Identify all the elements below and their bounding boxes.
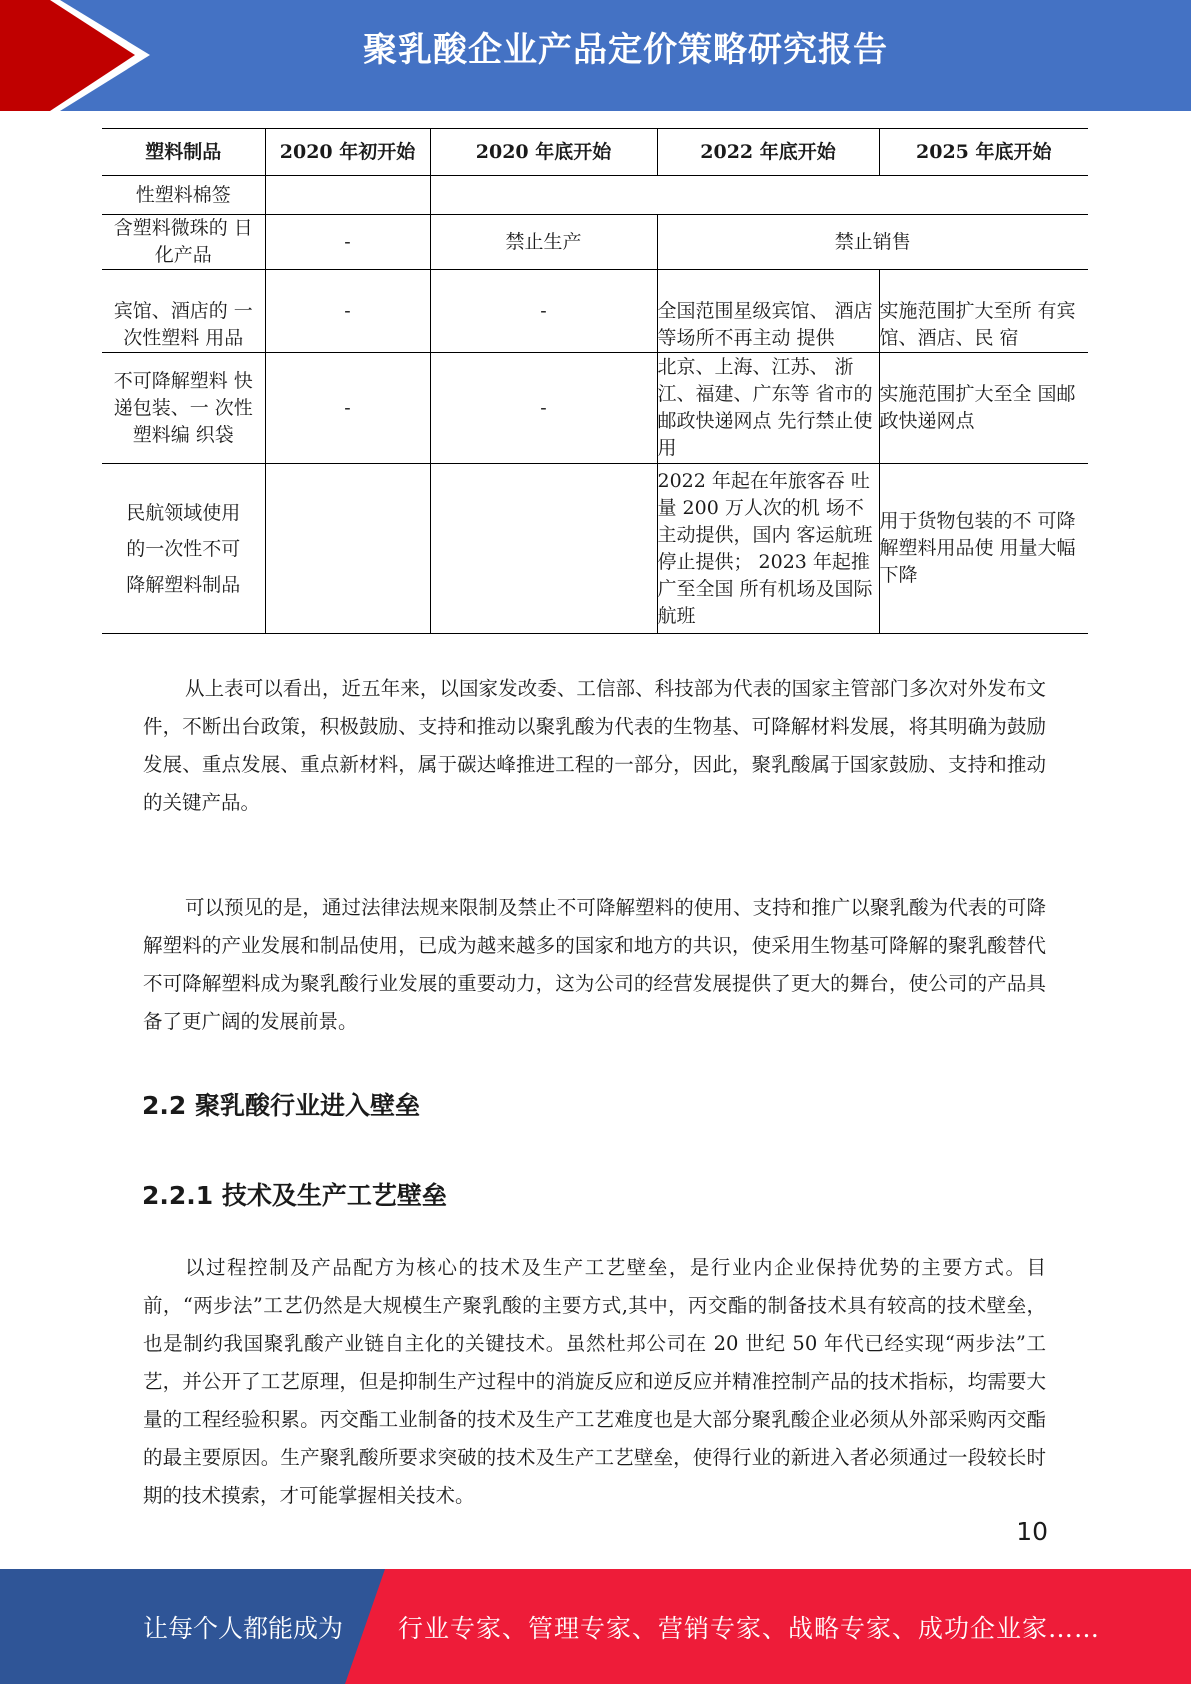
table-cell bbox=[430, 176, 1088, 215]
footer-slogan-left: 让每个人都能成为 bbox=[143, 1614, 344, 1643]
body-paragraph: 可以预见的是，通过法律法规来限制及禁止不可降解塑料的使用、支持和推广以聚乳酸为代表的可降解塑料的产业发展和制品使用，已成为越来越多的国家和地方的共识，使采用生物基可降解的聚乳酸替代不可降解塑料成为聚乳酸行业发展的重要动力，这为公司的经营发展提供了更大的舞台，使公司的产品具备了更广阔的发展前景。 bbox=[143, 896, 1046, 1033]
table-cell-item: 性塑料棉签 bbox=[102, 176, 265, 215]
table-cell bbox=[265, 176, 430, 215]
report-title: 聚乳酸企业产品定价策略研究报告 bbox=[363, 30, 888, 70]
table-cell: - bbox=[430, 353, 657, 464]
footer-slogan-right: 行业专家、管理专家、营销专家、战略专家、成功企业家…… bbox=[398, 1614, 1101, 1643]
table-cell bbox=[265, 464, 430, 634]
table-cell-item: 民航领域使用的一次性不可降解塑料制品 bbox=[102, 464, 265, 634]
body-paragraph: 从上表可以看出，近五年来，以国家发改委、工信部、科技部为代表的国家主管部门多次对外发布文件，不断出台政策，积极鼓励、支持和推动以聚乳酸为代表的生物基、可降解材料发展，将其明确为鼓励发展、重点发展、重点新材料，属于碳达峰推进工程的一部分，因此，聚乳酸属于国家鼓励、支持和推动的关键产品。 bbox=[143, 677, 1046, 814]
table-row bbox=[102, 353, 1088, 464]
table-cell: - bbox=[430, 270, 657, 353]
table-cell: - bbox=[265, 270, 430, 353]
table-cell: 禁止生产 bbox=[430, 215, 657, 270]
table-row bbox=[102, 176, 1088, 215]
table-cell: - bbox=[265, 353, 430, 464]
table-row bbox=[102, 464, 1088, 634]
table-header-cell: 2022 年底开始 bbox=[657, 129, 879, 176]
body-paragraph: 以过程控制及产品配方为核心的技术及生产工艺壁垒，是行业内企业保持优势的主要方式。目前，“两步法”工艺仍然是大规模生产聚乳酸的主要方式,其中，丙交酯的制备技术具有较高的技术壁垒，也是制约我国聚乳酸产业链自主化的关键技术。虽然杜邦公司在 20 世纪 50 年代已经实现“两步法”工艺，并公开了工艺原理，但是抑制生产过程中的消旋反应和逆反应并精准控制产品的技术指标，均需要大量的工程经验积累。丙交酯工业制备的技术及生产工艺难度也是大部分聚乳酸企业必须从外部采购丙交酯的最主要原因。生产聚乳酸所要求突破的技术及生产工艺壁垒，使得行业的新进入者必须通过一段较长时期的技术摸索，才可能掌握相关技术。 bbox=[143, 1256, 1046, 1507]
table-row bbox=[102, 270, 1088, 353]
table-header-cell: 2020 年底开始 bbox=[430, 129, 657, 176]
table-cell: 禁止销售 bbox=[657, 215, 1088, 270]
table-cell bbox=[430, 464, 657, 634]
table-header-cell: 塑料制品 bbox=[102, 129, 265, 176]
table-header-cell: 2025 年底开始 bbox=[879, 129, 1088, 176]
table-row bbox=[102, 215, 1088, 270]
table-cell: 实施范围扩大至全 国邮政快递网点 bbox=[879, 353, 1088, 464]
table-cell-item: 不可降解塑料 快递包装、一 次性塑料编 织袋 bbox=[102, 353, 265, 464]
table-cell: 全国范围星级宾馆、 酒店等场所不再主动 提供 bbox=[657, 270, 879, 353]
table-cell: 2022 年起在年旅客吞 吐量 200 万人次的机 场不主动提供，国内 客运航班停止提供； 2023 年起推广至全国 所有机场及国际航班 bbox=[657, 464, 879, 634]
table-cell: - bbox=[265, 215, 430, 270]
section-heading: 2.2 聚乳酸行业进入壁垒 bbox=[142, 1091, 420, 1120]
subsection-heading: 2.2.1 技术及生产工艺壁垒 bbox=[142, 1181, 447, 1210]
table-header-row bbox=[102, 129, 1088, 176]
table-cell: 北京、上海、江苏、 浙江、福建、广东等 省市的邮政快递网点 先行禁止使用 bbox=[657, 353, 879, 464]
plastic-ban-table bbox=[102, 128, 1088, 634]
table-header-cell: 2020 年初开始 bbox=[265, 129, 430, 176]
table-cell-item: 含塑料微珠的 日化产品 bbox=[102, 215, 265, 270]
page-footer bbox=[0, 1569, 1191, 1684]
page-number: 10 bbox=[1016, 1517, 1048, 1546]
table-cell-item: 宾馆、酒店的 一次性塑料 用品 bbox=[102, 270, 265, 353]
table-cell: 用于货物包装的不 可降解塑料用品使 用量大幅下降 bbox=[879, 464, 1088, 634]
table-cell: 实施范围扩大至所 有宾馆、酒店、民 宿 bbox=[879, 270, 1088, 353]
page-header bbox=[0, 0, 1191, 111]
